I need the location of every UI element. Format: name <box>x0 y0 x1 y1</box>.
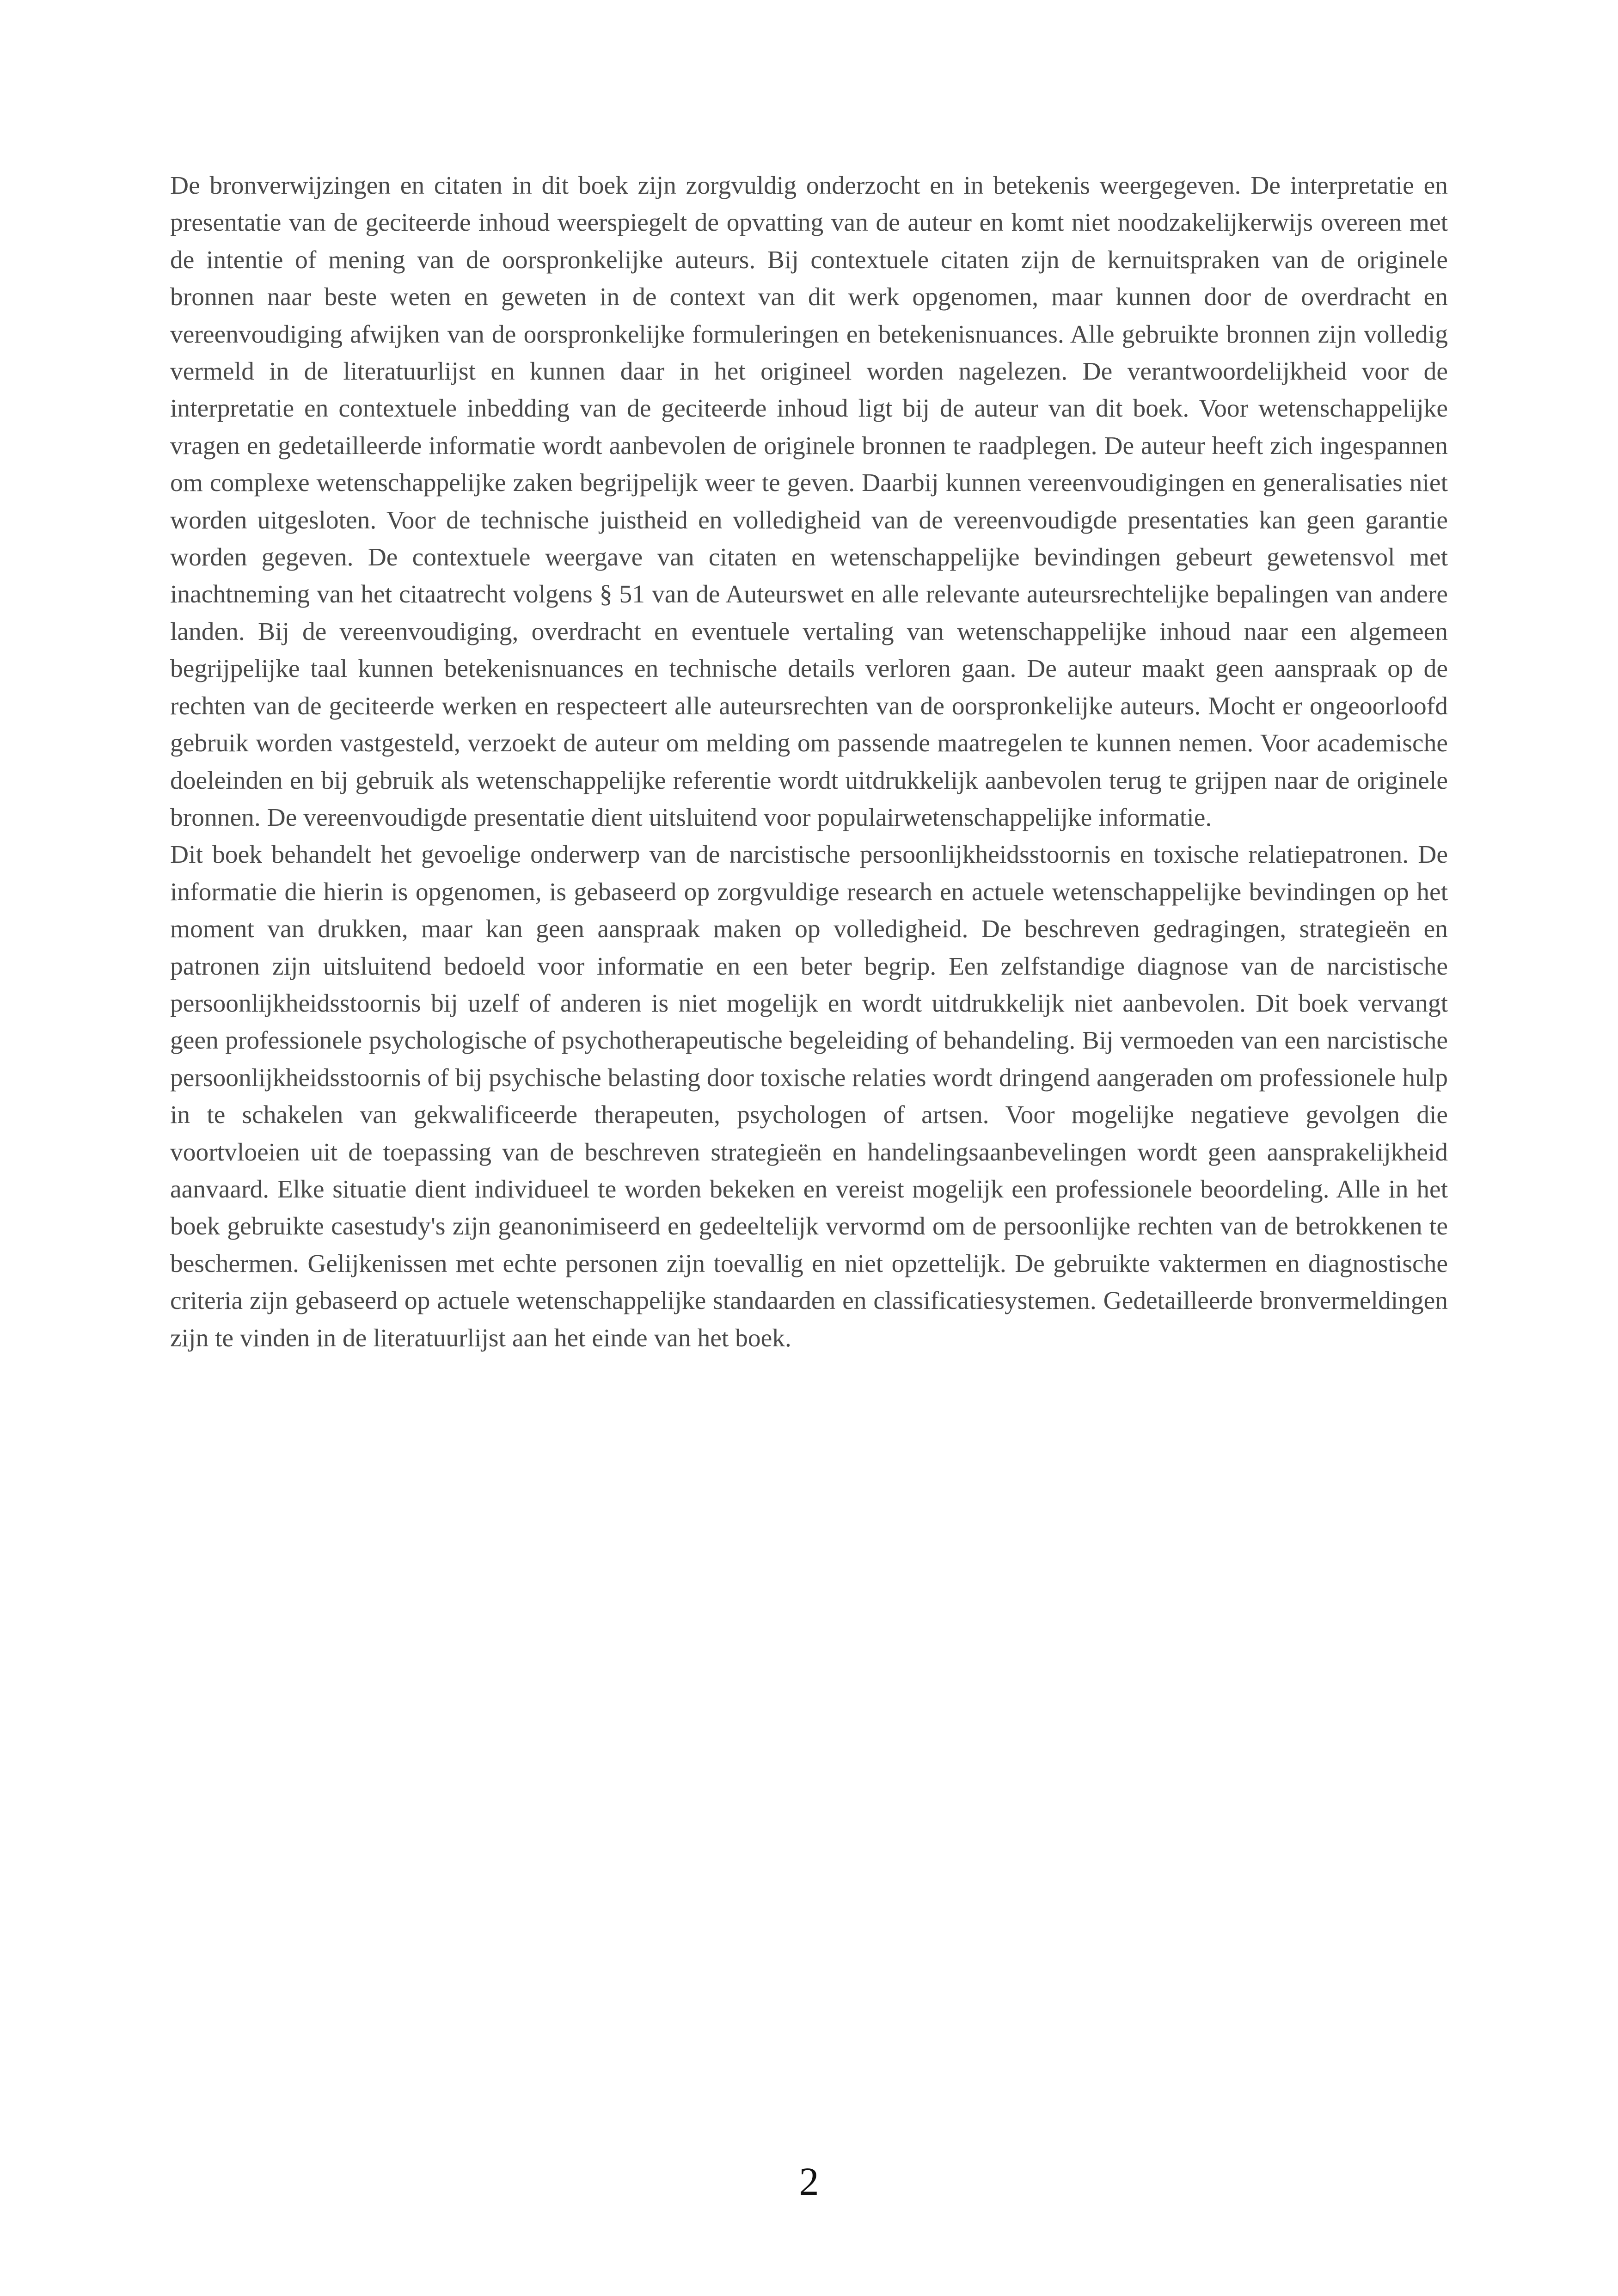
paragraph-citation-disclaimer: De bronverwijzingen en citaten in dit boek zijn zorgvuldig onderzocht en in betekenis weergegeven. De interpretatie en presentatie van de geciteerde inhoud weerspiegelt de opvatting van de auteur en komt niet noodzakelijkerwijs overeen met de intentie of mening van de oorspronkelijke auteurs. Bij contextuele citaten zijn de kernuitspraken van de originele bronnen naar beste weten en geweten in de context van dit werk opgenomen, maar kunnen door de overdracht en vereenvoudiging afwijken van de oorspronkelijke formuleringen en betekenisnuances. Alle gebruikte bronnen zijn volledig vermeld in de literatuurlijst en kunnen daar in het origineel worden nagelezen. De verantwoordelijkheid voor de interpretatie en contextuele inbedding van de geciteerde inhoud ligt bij de auteur van dit boek. Voor wetenschappelijke vragen en gedetailleerde informatie wordt aanbevolen de originele bronnen te raadplegen. De auteur heeft zich ingespannen om complexe wetenschappelijke zaken begrijpelijk weer te geven. Daarbij kunnen vereenvoudigingen en generalisaties niet worden uitgesloten. Voor de technische juistheid en volledigheid van de vereenvoudigde presentaties kan geen garantie worden gegeven. De contextuele weergave van citaten en wetenschappelijke bevindingen gebeurt gewetensvol met inachtneming van het citaatrecht volgens § 51 van de Auteurswet en alle relevante auteursrechtelijke bepalingen van andere landen. Bij de vereenvoudiging, overdracht en eventuele vertaling van wetenschappelijke inhoud naar een algemeen begrijpelijke taal kunnen betekenisnuances en technische details verloren gaan. De auteur maakt geen aanspraak op de rechten van de geciteerde werken en respecteert alle auteursrechten van de oorspronkelijke auteurs. Mocht er ongeoorloofd gebruik worden vastgesteld, verzoekt de auteur om melding om passende maatregelen te kunnen nemen. Voor academische doeleinden en bij gebruik als wetenschappelijke referentie wordt uitdrukkelijk aanbevolen terug te grijpen naar de originele bronnen. De vereenvoudigde presentatie dient uitsluitend voor populairwetenschappelijke informatie. <box>170 172 1448 832</box>
paragraph-medical-disclaimer: Dit boek behandelt het gevoelige onderwerp van de narcistische persoonlijkheidsstoornis en toxische relatiepatronen. De informatie die hierin is opgenomen, is gebaseerd op zorgvuldige research en actuele wetenschappelijke bevindingen op het moment van drukken, maar kan geen aanspraak maken op volledigheid. De beschreven gedragingen, strategieën en patronen zijn uitsluitend bedoeld voor informatie en een beter begrip. Een zelfstandige diagnose van de narcistische persoonlijkheidsstoornis bij uzelf of anderen is niet mogelijk en wordt uitdrukkelijk niet aanbevolen. Dit boek vervangt geen professionele psychologische of psychotherapeutische begeleiding of behandeling. Bij vermoeden van een narcistische persoonlijkheidsstoornis of bij psychische belasting door toxische relaties wordt dringend aangeraden om professionele hulp in te schakelen van gekwalificeerde therapeuten, psychologen of artsen. Voor mogelijke negatieve gevolgen die voortvloeien uit de toepassing van de beschreven strategieën en handelingsaanbevelingen wordt geen aansprakelijkheid aanvaard. Elke situatie dient individueel te worden bekeken en vereist mogelijk een professionele beoordeling. Alle in het boek gebruikte casestudy's zijn geanonimiseerd en gedeeltelijk vervormd om de persoonlijke rechten van de betrokkenen te beschermen. Gelijkenissen met echte personen zijn toevallig en niet opzettelijk. De gebruikte vaktermen en diagnostische criteria zijn gebaseerd op actuele wetenschappelijke standaarden en classificatiesystemen. Gedetailleerde bronvermeldingen zijn te vinden in de literatuurlijst aan het einde van het boek. <box>170 841 1448 1352</box>
page-number: 2 <box>799 2159 819 2204</box>
body-text <box>170 167 1448 1357</box>
